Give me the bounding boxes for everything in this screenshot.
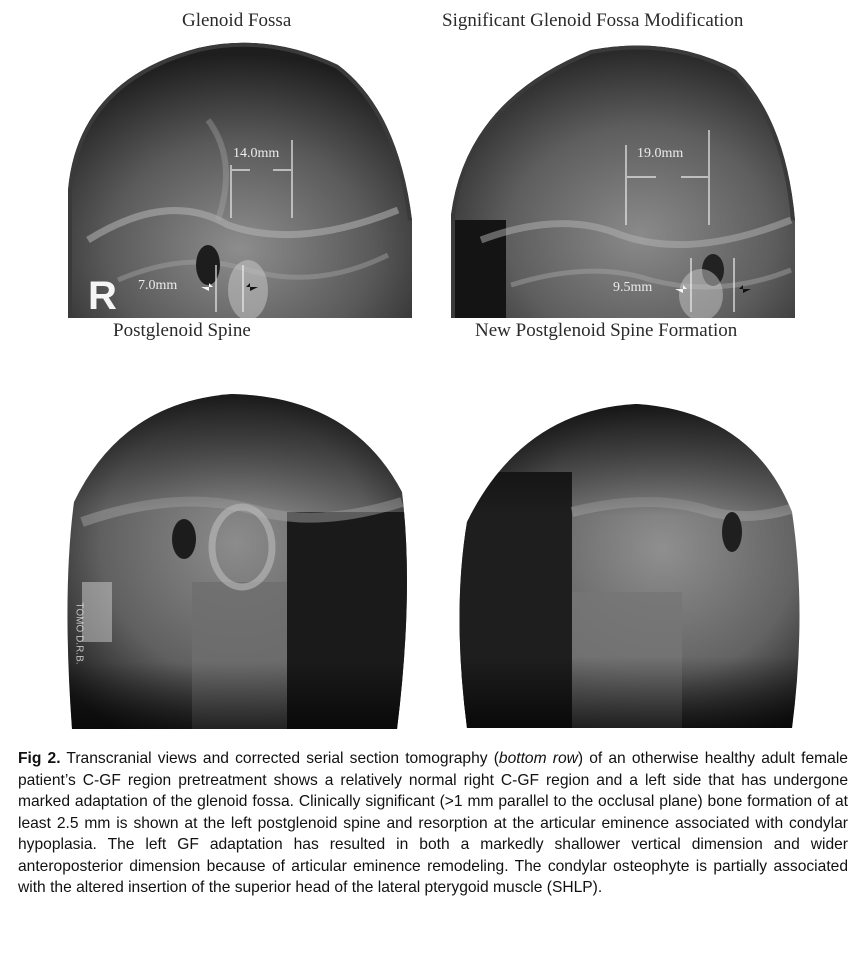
measure-lower-right: 9.5mm [613,280,653,295]
top-right-title: Significant Glenoid Fossa Modification [442,10,744,31]
bottom-left-tomogram [62,392,410,729]
caption-text-part2: ) of an otherwise healthy adult female patient’s C-GF region pretreatment shows a relatively normal right C-GF region and a left side that has undergone marked adaptation of the glenoid fossa. Clinically significant (>1 mm parallel to the occlusal plane) bone formation of at least 2.5 mm is shown at the left postglenoid spine and resorption at the articular eminence associated with condylar hypoplasia. The left GF adaptation has resulted in both a markedly shallower vertical dimension and wider anteroposterior dimension because of articular eminence remodeling. The condylar osteophyte is partially associated with the altered insertion of the superior head of the lateral pterygoid muscle (SHLP). [18,750,848,896]
top-right-radiograph [451,40,795,318]
top-left-radiograph [68,40,412,318]
top-left-sublabel: Postglenoid Spine [113,320,251,341]
top-right-sublabel: New Postglenoid Spine Formation [475,320,738,341]
side-marker-r: R [88,274,117,318]
figure-label: Fig 2. [18,750,61,767]
measure-upper-right: 19.0mm [637,146,684,161]
figure-caption [18,748,848,899]
measure-lower-left: 7.0mm [138,278,178,293]
caption-text-part1: Transcranial views and corrected serial section tomography ( [60,750,499,767]
caption-italic: bottom row [498,750,578,767]
measure-upper-left: 14.0mm [233,146,280,161]
top-left-title: Glenoid Fossa [182,10,292,31]
tomogram-vertical-text: TOMO D.R.B. [73,602,85,665]
bottom-right-tomogram [452,402,802,728]
